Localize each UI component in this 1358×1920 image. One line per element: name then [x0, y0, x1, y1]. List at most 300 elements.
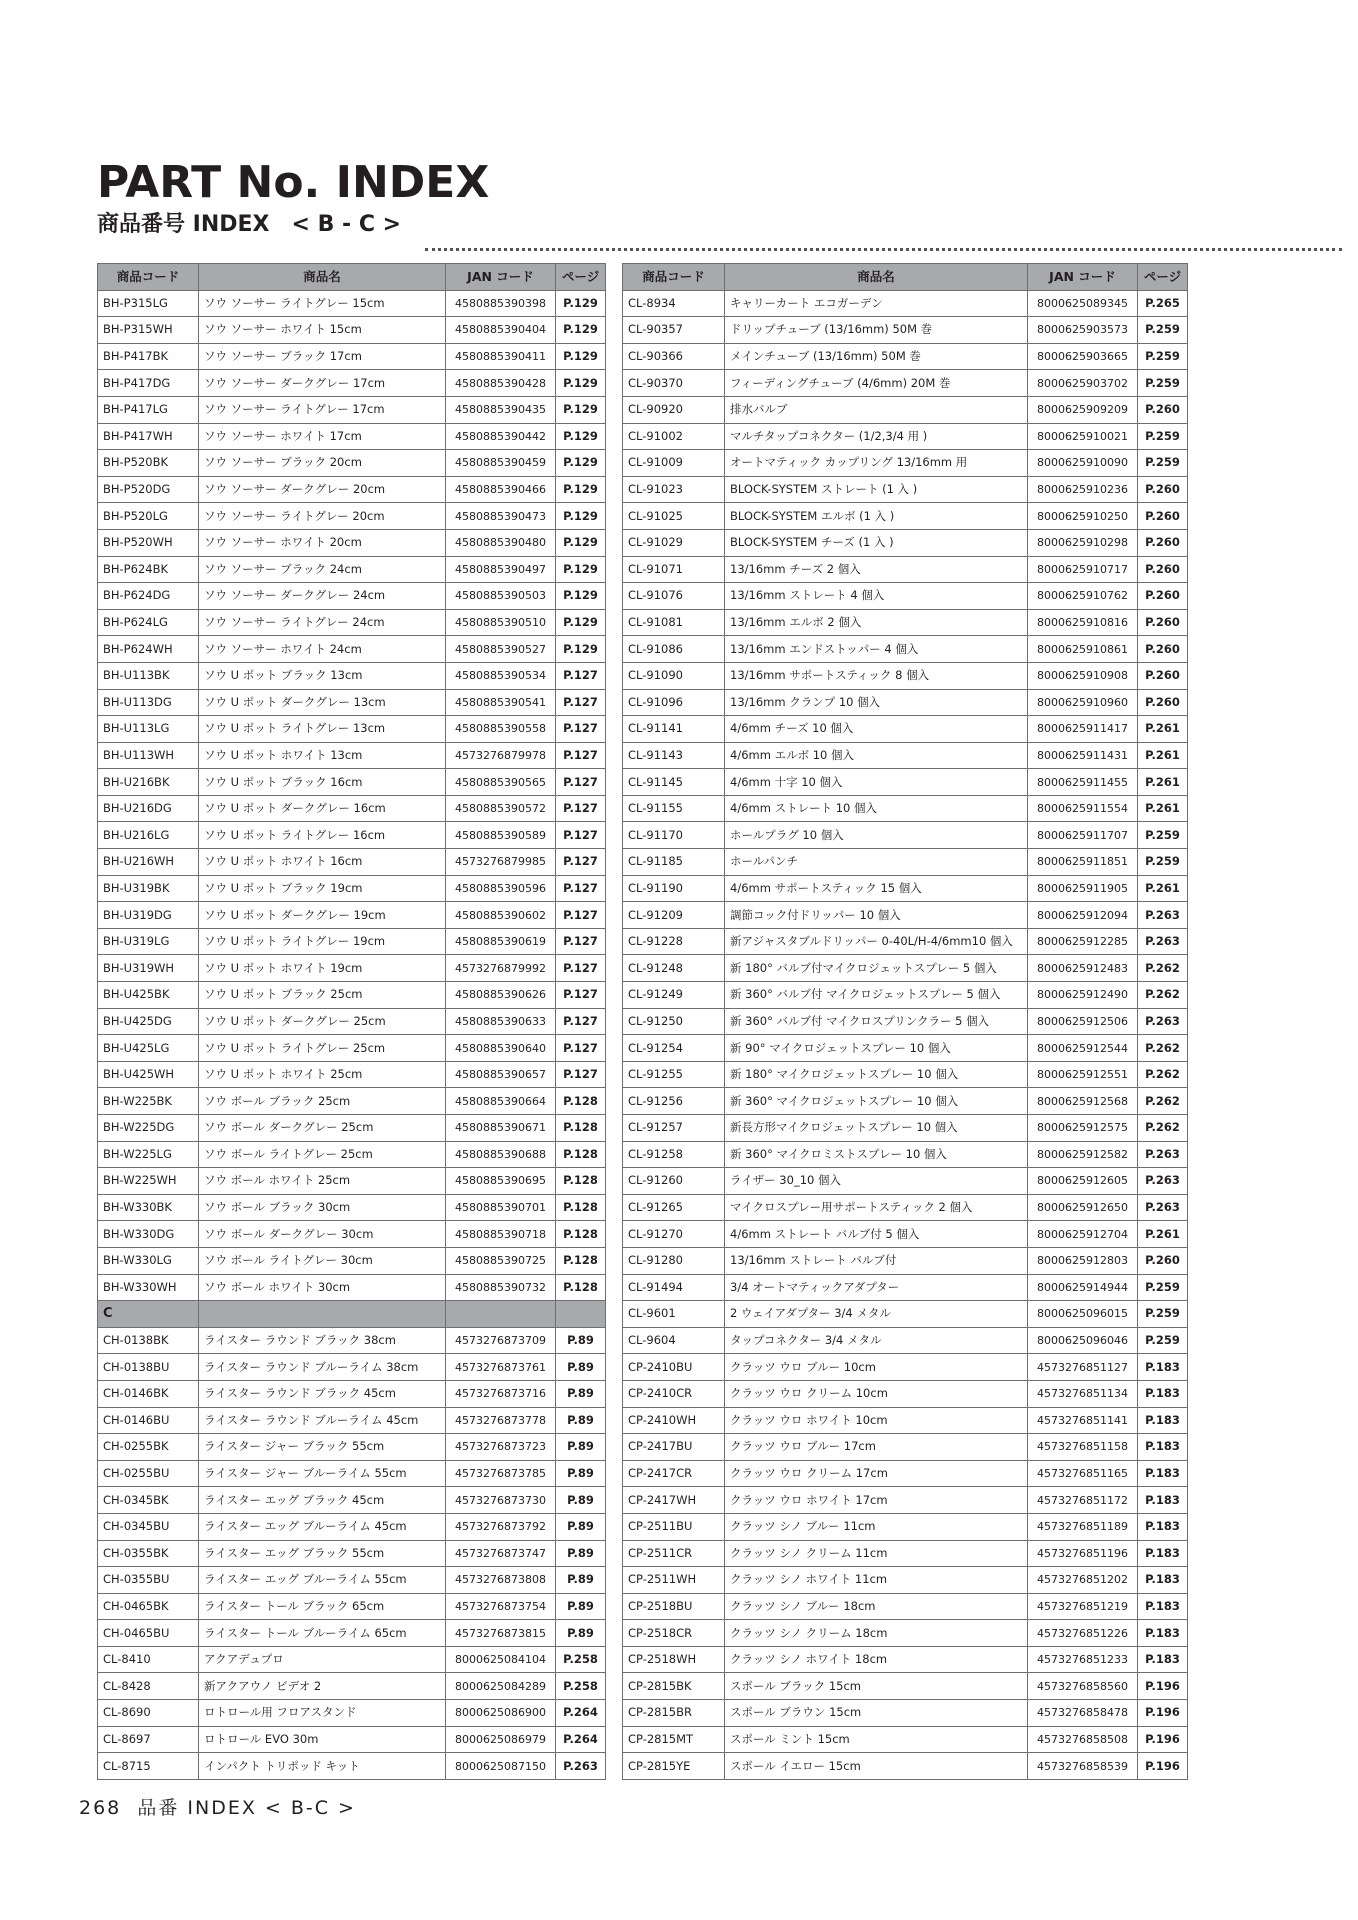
- cell-name: BLOCK-SYSTEM エルボ (1 入 ): [725, 503, 1028, 530]
- cell-name: BLOCK-SYSTEM チーズ (1 入 ): [725, 529, 1028, 556]
- cell-jan: 4580885390558: [446, 716, 556, 743]
- cell-code: BH-W225DG: [98, 1115, 199, 1142]
- cell-jan: 8000625911455: [1028, 769, 1138, 796]
- table-row: [98, 1035, 606, 1062]
- cell-page: P.128: [556, 1168, 606, 1195]
- table-row: [623, 1567, 1188, 1594]
- cell-code: CL-91265: [623, 1194, 725, 1221]
- table-row: [98, 1168, 606, 1195]
- page-subtitle: 商品番号 INDEX < B - C >: [97, 212, 402, 237]
- cell-page: P.259: [1138, 423, 1188, 450]
- table-row: [623, 982, 1188, 1009]
- cell-page: P.259: [1138, 450, 1188, 477]
- cell-name: クラッツ シノ ブルー 11cm: [725, 1513, 1028, 1540]
- table-row: [623, 1726, 1188, 1753]
- cell-code: CH-0138BK: [98, 1327, 199, 1354]
- header-page: ページ: [1138, 264, 1188, 291]
- table-row: [623, 1753, 1188, 1780]
- table-row: [98, 1380, 606, 1407]
- cell-jan: 8000625086900: [446, 1700, 556, 1727]
- table-row: [98, 1460, 606, 1487]
- cell-code: CL-91029: [623, 529, 725, 556]
- table-row: [623, 689, 1188, 716]
- cell-page: P.127: [556, 662, 606, 689]
- cell-page: P.258: [556, 1673, 606, 1700]
- cell-code: CL-8934: [623, 290, 725, 317]
- cell-jan: 4573276879992: [446, 955, 556, 982]
- cell-jan: 8000625912650: [1028, 1194, 1138, 1221]
- cell-name: 調節コック付ドリッパー 10 個入: [725, 902, 1028, 929]
- cell-code: CL-91076: [623, 583, 725, 610]
- cell-name: ソウ ボール ホワイト 30cm: [199, 1274, 446, 1301]
- cell-page: P.260: [1138, 636, 1188, 663]
- cell-page: P.89: [556, 1620, 606, 1647]
- table-row: [623, 1194, 1188, 1221]
- cell-code: CL-8697: [98, 1726, 199, 1753]
- cell-jan: 4580885390688: [446, 1141, 556, 1168]
- table-row: [623, 1088, 1188, 1115]
- cell-page: P.260: [1138, 1247, 1188, 1274]
- cell-jan: 8000625910090: [1028, 450, 1138, 477]
- cell-jan: 8000625912605: [1028, 1168, 1138, 1195]
- cell-jan: 8000625910762: [1028, 583, 1138, 610]
- cell-code: CL-91145: [623, 769, 725, 796]
- cell-code: CP-2417WH: [623, 1487, 725, 1514]
- cell-code: BH-U425LG: [98, 1035, 199, 1062]
- cell-page: P.129: [556, 583, 606, 610]
- cell-page: P.127: [556, 875, 606, 902]
- cell-jan: 4573276873754: [446, 1593, 556, 1620]
- page-footer: 268 品番 INDEX < B-C >: [79, 1797, 356, 1819]
- cell-code: CL-91280: [623, 1247, 725, 1274]
- cell-jan: 4573276873815: [446, 1620, 556, 1647]
- table-row: [623, 1593, 1188, 1620]
- cell-code: CH-0255BK: [98, 1434, 199, 1461]
- cell-name: クラッツ ウロ クリーム 17cm: [725, 1460, 1028, 1487]
- cell-name: ソウ ソーサー ライトグレー 24cm: [199, 609, 446, 636]
- table-row: [623, 1487, 1188, 1514]
- cell-jan: 8000625911905: [1028, 875, 1138, 902]
- table-row: [623, 1115, 1188, 1142]
- cell-page: P.260: [1138, 476, 1188, 503]
- table-row: [98, 1434, 606, 1461]
- table-row: [623, 609, 1188, 636]
- cell-name: ソウ U ポット ダークグレー 16cm: [199, 795, 446, 822]
- table-row: [98, 1407, 606, 1434]
- cell-page: P.89: [556, 1354, 606, 1381]
- cell-code: CH-0465BK: [98, 1593, 199, 1620]
- cell-jan: 4573276858478: [1028, 1700, 1138, 1727]
- cell-code: BH-P520LG: [98, 503, 199, 530]
- table-row: [98, 1221, 606, 1248]
- cell-jan: 4573276873792: [446, 1513, 556, 1540]
- cell-name: 13/16mm ストレート バルブ付: [725, 1247, 1028, 1274]
- table-row: [623, 317, 1188, 344]
- cell-code: BH-W330BK: [98, 1194, 199, 1221]
- cell-jan: 4580885390541: [446, 689, 556, 716]
- cell-page: P.129: [556, 450, 606, 477]
- cell-page: P.129: [556, 396, 606, 423]
- cell-code: BH-U425DG: [98, 1008, 199, 1035]
- cell-page: P.129: [556, 503, 606, 530]
- cell-jan: 8000625910861: [1028, 636, 1138, 663]
- cell-page: P.128: [556, 1194, 606, 1221]
- cell-jan: 4580885390534: [446, 662, 556, 689]
- cell-jan: 4580885390701: [446, 1194, 556, 1221]
- cell-page: P.259: [1138, 1274, 1188, 1301]
- cell-jan: 4580885390640: [446, 1035, 556, 1062]
- cell-jan: 4580885390473: [446, 503, 556, 530]
- cell-page: P.260: [1138, 556, 1188, 583]
- cell-code: CL-8410: [98, 1646, 199, 1673]
- cell-page: P.260: [1138, 689, 1188, 716]
- cell-jan: 8000625911851: [1028, 849, 1138, 876]
- cell-page: P.183: [1138, 1380, 1188, 1407]
- cell-code: BH-U113BK: [98, 662, 199, 689]
- cell-name: フィーディングチューブ (4/6mm) 20M 巻: [725, 370, 1028, 397]
- table-row: [98, 1354, 606, 1381]
- cell-jan: 8000625910021: [1028, 423, 1138, 450]
- cell-jan: 8000625096046: [1028, 1327, 1138, 1354]
- cell-code: CL-91228: [623, 928, 725, 955]
- cell-code: BH-P624WH: [98, 636, 199, 663]
- cell-jan: 4580885390411: [446, 343, 556, 370]
- cell-code: CL-91143: [623, 742, 725, 769]
- cell-name: ライスター ラウンド ブラック 45cm: [199, 1380, 446, 1407]
- cell-code: BH-U113DG: [98, 689, 199, 716]
- table-row: [623, 1035, 1188, 1062]
- cell-code: BH-P624LG: [98, 609, 199, 636]
- cell-code: CP-2511CR: [623, 1540, 725, 1567]
- cell-page: P.128: [556, 1274, 606, 1301]
- table-row: [98, 1620, 606, 1647]
- cell-page: P.129: [556, 529, 606, 556]
- table-row: [98, 609, 606, 636]
- cell-jan: 8000625912568: [1028, 1088, 1138, 1115]
- cell-jan: 4580885390503: [446, 583, 556, 610]
- cell-code: CL-91249: [623, 982, 725, 1009]
- table-row: [623, 1301, 1188, 1328]
- table-row: [623, 1354, 1188, 1381]
- table-row: [98, 1646, 606, 1673]
- cell-name: 4/6mm チーズ 10 個入: [725, 716, 1028, 743]
- section-empty: [556, 1301, 606, 1328]
- cell-page: P.129: [556, 636, 606, 663]
- cell-name: ライスター ラウンド ブラック 38cm: [199, 1327, 446, 1354]
- cell-code: BH-U216WH: [98, 849, 199, 876]
- cell-jan: 8000625911707: [1028, 822, 1138, 849]
- cell-jan: 4573276851158: [1028, 1434, 1138, 1461]
- cell-page: P.129: [556, 317, 606, 344]
- cell-name: ライスター エッグ ブルーライム 45cm: [199, 1513, 446, 1540]
- cell-page: P.128: [556, 1141, 606, 1168]
- cell-jan: 4580885390510: [446, 609, 556, 636]
- cell-jan: 4580885390664: [446, 1088, 556, 1115]
- cell-page: P.89: [556, 1513, 606, 1540]
- table-row: [98, 955, 606, 982]
- cell-name: オートマティック カップリング 13/16mm 用: [725, 450, 1028, 477]
- cell-name: ドリップチューブ (13/16mm) 50M 巻: [725, 317, 1028, 344]
- cell-page: P.260: [1138, 583, 1188, 610]
- cell-code: BH-P315LG: [98, 290, 199, 317]
- cell-jan: 4573276873709: [446, 1327, 556, 1354]
- cell-page: P.127: [556, 849, 606, 876]
- cell-name: マイクロスプレー用サポートスティック 2 個入: [725, 1194, 1028, 1221]
- cell-code: BH-U216BK: [98, 769, 199, 796]
- cell-page: P.262: [1138, 1035, 1188, 1062]
- cell-code: BH-U425WH: [98, 1061, 199, 1088]
- table-row: [623, 1540, 1188, 1567]
- cell-name: 13/16mm サポートスティック 8 個入: [725, 662, 1028, 689]
- cell-page: P.261: [1138, 742, 1188, 769]
- table-row: [623, 1700, 1188, 1727]
- cell-name: ソウ U ポット ダークグレー 13cm: [199, 689, 446, 716]
- table-row: [98, 1247, 606, 1274]
- cell-page: P.261: [1138, 875, 1188, 902]
- cell-jan: 4580885390619: [446, 928, 556, 955]
- cell-jan: 8000625912490: [1028, 982, 1138, 1009]
- table-row: [98, 1487, 606, 1514]
- cell-page: P.259: [1138, 1327, 1188, 1354]
- cell-page: P.258: [556, 1646, 606, 1673]
- cell-code: CL-91071: [623, 556, 725, 583]
- cell-page: P.183: [1138, 1407, 1188, 1434]
- cell-jan: 8000625903665: [1028, 343, 1138, 370]
- cell-code: CH-0345BU: [98, 1513, 199, 1540]
- cell-code: BH-W330LG: [98, 1247, 199, 1274]
- table-row: [623, 503, 1188, 530]
- cell-code: CH-0355BK: [98, 1540, 199, 1567]
- cell-name: 新長方形マイクロジェットスプレー 10 個入: [725, 1115, 1028, 1142]
- cell-page: P.127: [556, 769, 606, 796]
- cell-name: ソウ ソーサー ダークグレー 24cm: [199, 583, 446, 610]
- cell-name: 13/16mm エルボ 2 個入: [725, 609, 1028, 636]
- cell-jan: 4573276851202: [1028, 1567, 1138, 1594]
- cell-jan: 4573276851172: [1028, 1487, 1138, 1514]
- table-row: [623, 875, 1188, 902]
- cell-jan: 8000625912551: [1028, 1061, 1138, 1088]
- cell-name: 4/6mm ストレート 10 個入: [725, 795, 1028, 822]
- cell-page: P.127: [556, 902, 606, 929]
- cell-jan: 4573276851165: [1028, 1460, 1138, 1487]
- cell-name: ソウ U ポット ダークグレー 25cm: [199, 1008, 446, 1035]
- table-row: [623, 1168, 1188, 1195]
- cell-name: クラッツ ウロ ホワイト 17cm: [725, 1487, 1028, 1514]
- table-row: [623, 1008, 1188, 1035]
- cell-name: クラッツ シノ ホワイト 18cm: [725, 1646, 1028, 1673]
- cell-name: 13/16mm エンドストッパー 4 個入: [725, 636, 1028, 663]
- cell-page: P.89: [556, 1407, 606, 1434]
- cell-jan: 4580885390602: [446, 902, 556, 929]
- cell-page: P.260: [1138, 662, 1188, 689]
- cell-jan: 4573276873778: [446, 1407, 556, 1434]
- table-row: [623, 450, 1188, 477]
- table-row: [623, 1247, 1188, 1274]
- cell-name: 4/6mm 十字 10 個入: [725, 769, 1028, 796]
- table-row: [98, 290, 606, 317]
- cell-code: CL-91090: [623, 662, 725, 689]
- cell-name: 13/16mm クランプ 10 個入: [725, 689, 1028, 716]
- table-row: [623, 1434, 1188, 1461]
- cell-name: 2 ウェイアダプター 3/4 メタル: [725, 1301, 1028, 1328]
- cell-name: ソウ ソーサー ブラック 24cm: [199, 556, 446, 583]
- table-row: [98, 1673, 606, 1700]
- cell-page: P.129: [556, 476, 606, 503]
- cell-jan: 8000625086979: [446, 1726, 556, 1753]
- table-row: [98, 1141, 606, 1168]
- cell-name: 3/4 オートマティックアダプター: [725, 1274, 1028, 1301]
- cell-jan: 4580885390695: [446, 1168, 556, 1195]
- table-row: [98, 1700, 606, 1727]
- cell-jan: 8000625912094: [1028, 902, 1138, 929]
- cell-jan: 8000625909209: [1028, 396, 1138, 423]
- cell-code: CL-91270: [623, 1221, 725, 1248]
- cell-name: ソウ ソーサー ブラック 20cm: [199, 450, 446, 477]
- table-row: [623, 795, 1188, 822]
- cell-name: 13/16mm ストレート 4 個入: [725, 583, 1028, 610]
- cell-page: P.263: [1138, 928, 1188, 955]
- section-empty: [446, 1301, 556, 1328]
- cell-jan: 4580885390732: [446, 1274, 556, 1301]
- table-row: [623, 343, 1188, 370]
- cell-name: ソウ U ポット ライトグレー 16cm: [199, 822, 446, 849]
- cell-code: CH-0138BU: [98, 1354, 199, 1381]
- cell-page: P.196: [1138, 1726, 1188, 1753]
- cell-jan: 4580885390572: [446, 795, 556, 822]
- table-row: [623, 1620, 1188, 1647]
- cell-page: P.89: [556, 1567, 606, 1594]
- cell-name: ソウ U ポット ブラック 19cm: [199, 875, 446, 902]
- cell-page: P.183: [1138, 1354, 1188, 1381]
- cell-name: スポール イエロー 15cm: [725, 1753, 1028, 1780]
- cell-jan: 4580885390565: [446, 769, 556, 796]
- cell-page: P.127: [556, 742, 606, 769]
- cell-code: BH-U216LG: [98, 822, 199, 849]
- table-row: [623, 928, 1188, 955]
- cell-page: P.89: [556, 1327, 606, 1354]
- cell-name: 新アジャスタブルドリッパー 0-40L/H-4/6mm10 個入: [725, 928, 1028, 955]
- cell-code: CL-91170: [623, 822, 725, 849]
- cell-name: ライスター トール ブルーライム 65cm: [199, 1620, 446, 1647]
- cell-jan: 4573276879978: [446, 742, 556, 769]
- cell-code: CP-2518BU: [623, 1593, 725, 1620]
- table-row: [98, 1061, 606, 1088]
- cell-jan: 4580885390466: [446, 476, 556, 503]
- table-row: [623, 556, 1188, 583]
- cell-name: キャリーカート エコガーデン: [725, 290, 1028, 317]
- table-row: [623, 1380, 1188, 1407]
- cell-jan: 4573276851189: [1028, 1513, 1138, 1540]
- cell-page: P.183: [1138, 1567, 1188, 1594]
- cell-code: CP-2417BU: [623, 1434, 725, 1461]
- table-row: [98, 875, 606, 902]
- cell-name: クラッツ シノ クリーム 18cm: [725, 1620, 1028, 1647]
- cell-code: BH-P624BK: [98, 556, 199, 583]
- table-row: [98, 423, 606, 450]
- cell-code: CL-90366: [623, 343, 725, 370]
- header-code: 商品コード: [623, 264, 725, 291]
- cell-code: CH-0146BU: [98, 1407, 199, 1434]
- table-row: [623, 662, 1188, 689]
- cell-code: BH-P417LG: [98, 396, 199, 423]
- cell-name: クラッツ シノ ブルー 18cm: [725, 1593, 1028, 1620]
- cell-page: P.183: [1138, 1434, 1188, 1461]
- table-row: [98, 1567, 606, 1594]
- cell-code: CH-0345BK: [98, 1487, 199, 1514]
- cell-code: CH-0146BK: [98, 1380, 199, 1407]
- cell-jan: 8000625912285: [1028, 928, 1138, 955]
- cell-page: P.127: [556, 822, 606, 849]
- cell-page: P.129: [556, 290, 606, 317]
- cell-jan: 8000625089345: [1028, 290, 1138, 317]
- cell-code: CP-2410BU: [623, 1354, 725, 1381]
- cell-name: ソウ U ポット ホワイト 25cm: [199, 1061, 446, 1088]
- table-row: [623, 1061, 1188, 1088]
- cell-page: P.260: [1138, 609, 1188, 636]
- cell-name: ホールプラグ 10 個入: [725, 822, 1028, 849]
- table-row: [623, 476, 1188, 503]
- cell-page: P.127: [556, 689, 606, 716]
- cell-jan: 8000625910908: [1028, 662, 1138, 689]
- table-row: [623, 902, 1188, 929]
- cell-page: P.89: [556, 1593, 606, 1620]
- table-row: [98, 503, 606, 530]
- cell-name: ソウ U ポット ホワイト 19cm: [199, 955, 446, 982]
- cell-page: P.128: [556, 1088, 606, 1115]
- cell-code: BH-W225BK: [98, 1088, 199, 1115]
- cell-jan: 4573276858508: [1028, 1726, 1138, 1753]
- cell-code: BH-U319BK: [98, 875, 199, 902]
- cell-code: BH-U425BK: [98, 982, 199, 1009]
- cell-jan: 8000625912582: [1028, 1141, 1138, 1168]
- table-row: [98, 556, 606, 583]
- cell-code: CL-91250: [623, 1008, 725, 1035]
- cell-name: クラッツ ウロ ブルー 10cm: [725, 1354, 1028, 1381]
- cell-jan: 8000625084289: [446, 1673, 556, 1700]
- cell-code: BH-U319WH: [98, 955, 199, 982]
- cell-code: CL-91209: [623, 902, 725, 929]
- cell-code: CP-2410CR: [623, 1380, 725, 1407]
- cell-name: ソウ ソーサー ホワイト 15cm: [199, 317, 446, 344]
- section-empty: [199, 1301, 446, 1328]
- cell-jan: 8000625910250: [1028, 503, 1138, 530]
- cell-code: BH-P520DG: [98, 476, 199, 503]
- cell-jan: 4573276873730: [446, 1487, 556, 1514]
- cell-name: ソウ U ポット ライトグレー 25cm: [199, 1035, 446, 1062]
- cell-name: ライスター ジャー ブルーライム 55cm: [199, 1460, 446, 1487]
- cell-name: BLOCK-SYSTEM ストレート (1 入 ): [725, 476, 1028, 503]
- cell-jan: 4580885390527: [446, 636, 556, 663]
- table-row: [98, 450, 606, 477]
- table-row: [623, 290, 1188, 317]
- cell-name: 4/6mm サポートスティック 15 個入: [725, 875, 1028, 902]
- cell-page: P.183: [1138, 1460, 1188, 1487]
- table-row: [98, 1726, 606, 1753]
- cell-jan: 8000625912506: [1028, 1008, 1138, 1035]
- cell-jan: 4580885390596: [446, 875, 556, 902]
- cell-jan: 4580885390398: [446, 290, 556, 317]
- cell-code: CL-8428: [98, 1673, 199, 1700]
- cell-page: P.259: [1138, 849, 1188, 876]
- cell-jan: 8000625912803: [1028, 1247, 1138, 1274]
- table-row: [98, 902, 606, 929]
- cell-page: P.263: [1138, 902, 1188, 929]
- cell-name: ソウ ボール ダークグレー 30cm: [199, 1221, 446, 1248]
- cell-name: ソウ ソーサー ライトグレー 15cm: [199, 290, 446, 317]
- cell-code: CP-2511BU: [623, 1513, 725, 1540]
- cell-name: ソウ ソーサー ブラック 17cm: [199, 343, 446, 370]
- table-row: [98, 529, 606, 556]
